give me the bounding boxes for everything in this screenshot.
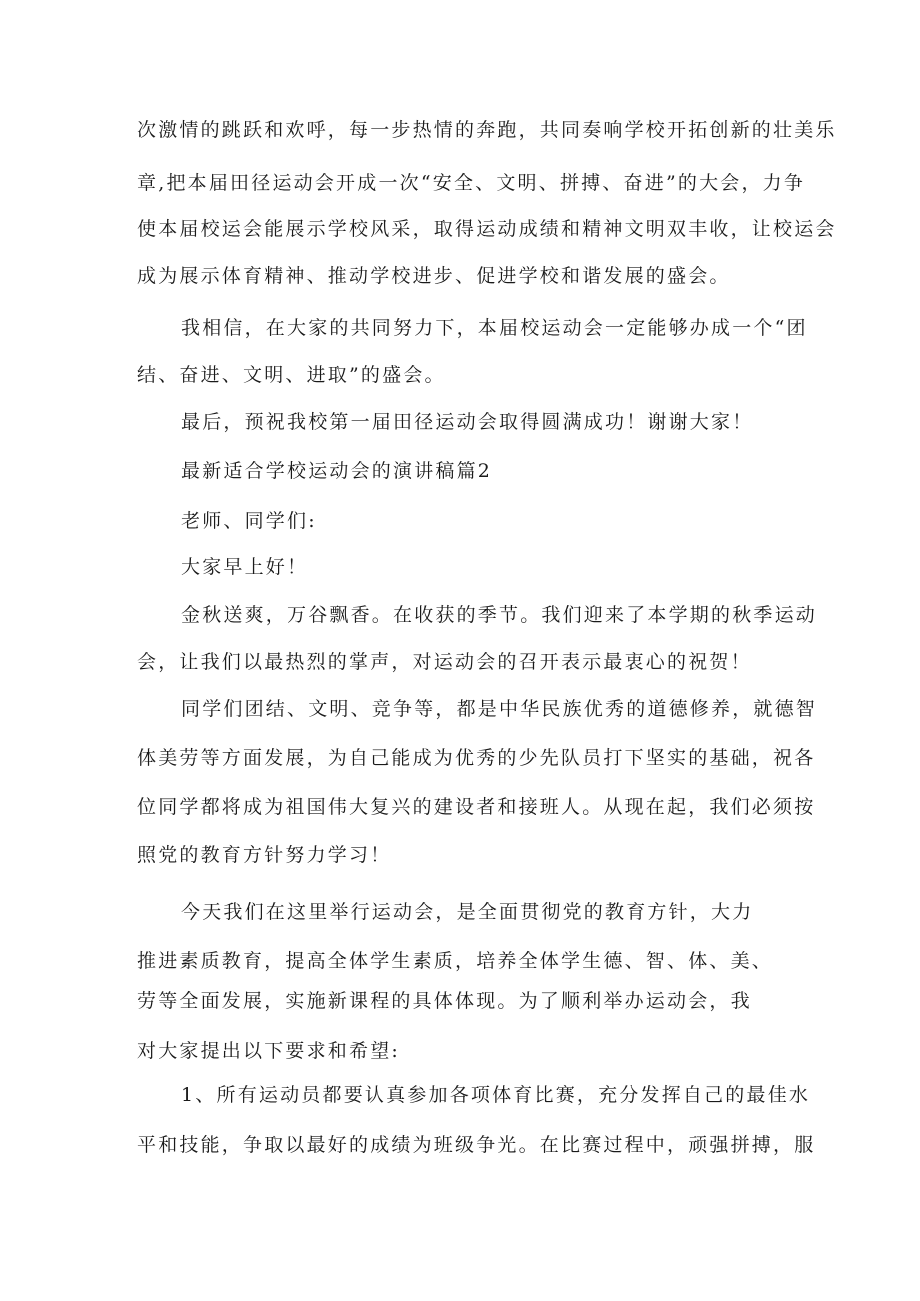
text-line: 结、奋进、文明、进取”的盛会。 (137, 364, 446, 386)
text-line: 最后，预祝我校第一届田径运动会取得圆满成功！谢谢大家！ (181, 411, 754, 433)
text-line: 章,把本届田径运动会开成一次“安全、文明、拼搏、奋进”的大会，力争 (137, 172, 806, 194)
text-line: 体美劳等方面发展，为自己能成为优秀的少先队员打下坚实的基础，祝各 (137, 747, 816, 769)
text-line: 我相信，在大家的共同努力下，本届校运动会一定能够办成一个“团 (181, 317, 808, 339)
text-line: 1、所有运动员都要认真参加各项体育比赛，充分发挥自己的最佳水 (181, 1084, 811, 1106)
text-line: 位同学都将成为祖国伟大复兴的建设者和接班人。从现在起，我们必须按 (137, 796, 816, 818)
section-heading: 最新适合学校运动会的演讲稿篇2 (181, 460, 493, 482)
text-line: 金秋送爽，万谷飘香。在收获的季节。我们迎来了本学期的秋季运动 (181, 604, 818, 626)
text-line: 今天我们在这里举行运动会，是全面贯彻党的教育方针，大力 (181, 901, 754, 923)
text-line: 对大家提出以下要求和希望: (137, 1040, 401, 1062)
salutation: 老师、同学们: (181, 510, 317, 532)
text-line: 使本届校运会能展示学校风采，取得运动成绩和精神文明双丰收，让校运会 (137, 218, 837, 240)
text-line: 劳等全面发展，实施新课程的具体体现。为了顺利举办运动会，我 (137, 990, 752, 1012)
text-line: 推进素质教育，提高全体学生素质，培养全体学生德、智、体、美、 (137, 950, 774, 972)
text-line: 会，让我们以最热烈的掌声，对运动会的召开表示最衷心的祝贺！ (137, 651, 752, 673)
text-line: 平和技能，争取以最好的成绩为班级争光。在比赛过程中，顽强拼搏，服 (137, 1134, 816, 1156)
text-line: 照党的教育方针努力学习！ (137, 844, 392, 866)
text-line: 同学们团结、文明、竞争等，都是中华民族优秀的道德修养，就德智 (181, 698, 818, 720)
greeting: 大家早上好！ (181, 556, 309, 578)
text-line: 次激情的跳跃和欢呼，每一步热情的奔跑，共同奏响学校开拓创新的壮美乐 (137, 119, 837, 141)
text-line: 成为展示体育精神、推动学校进步、促进学校和谐发展的盛会。 (137, 265, 731, 287)
